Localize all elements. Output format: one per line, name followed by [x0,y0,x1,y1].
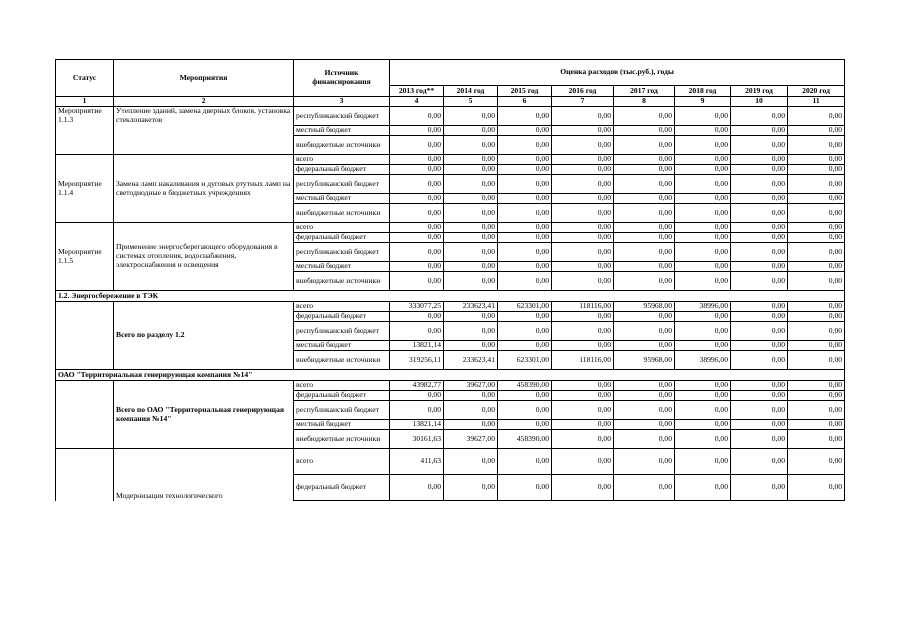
status-cell [56,381,114,449]
value-cell: 0,00 [552,420,614,430]
funding-source-cell: республиканский бюджет [294,107,390,126]
value-cell: 43982,77 [390,381,444,391]
column-number: 3 [294,97,390,107]
value-cell: 0,00 [498,107,552,126]
value-cell: 0,00 [390,233,444,243]
value-cell: 0,00 [788,165,845,175]
value-cell: 0,00 [552,475,614,501]
value-cell: 0,00 [675,107,731,126]
funding-source-cell: республиканский бюджет [294,322,390,341]
value-cell: 0,00 [614,401,675,420]
value-cell: 0,00 [444,312,498,322]
value-cell: 0,00 [614,233,675,243]
value-cell: 0,00 [731,165,788,175]
value-cell: 0,00 [498,322,552,341]
event-cell: Всего по ОАО "Территориальная генерирующая компания №14" [114,381,294,449]
value-cell: 0,00 [675,430,731,449]
value-cell: 0,00 [675,165,731,175]
header-year: 2019 год [731,86,788,97]
value-cell: 0,00 [788,341,845,351]
value-cell: 0,00 [788,194,845,204]
value-cell: 0,00 [675,194,731,204]
value-cell: 0,00 [444,233,498,243]
value-cell: 0,00 [390,322,444,341]
value-cell: 0,00 [498,155,552,165]
value-cell: 0,00 [788,449,845,475]
funding-source-cell: всего [294,223,390,233]
header-estimate: Оценка расходов (тыс.руб.), годы [390,60,845,86]
value-cell: 0,00 [614,243,675,262]
value-cell: 0,00 [675,475,731,501]
value-cell: 0,00 [390,136,444,155]
value-cell: 0,00 [614,194,675,204]
funding-source-cell: внебюджетные источники [294,351,390,370]
section-row [56,370,845,381]
value-cell: 0,00 [552,165,614,175]
value-cell: 0,00 [552,312,614,322]
value-cell: 0,00 [444,155,498,165]
value-cell: 39627,00 [444,381,498,391]
value-cell: 0,00 [444,401,498,420]
value-cell: 0,00 [731,136,788,155]
header-year: 2013 год** [390,86,444,97]
value-cell: 0,00 [788,233,845,243]
value-cell: 0,00 [788,107,845,126]
value-cell: 0,00 [788,204,845,223]
value-cell: 0,00 [444,194,498,204]
value-cell: 0,00 [731,449,788,475]
value-cell: 95968,00 [614,302,675,312]
value-cell: 0,00 [552,243,614,262]
value-cell: 0,00 [552,223,614,233]
value-cell: 0,00 [552,381,614,391]
funding-source-cell: федеральный бюджет [294,165,390,175]
value-cell: 0,00 [498,449,552,475]
funding-source-cell: всего [294,155,390,165]
value-cell: 0,00 [390,126,444,136]
value-cell: 0,00 [788,175,845,194]
header-year: 2020 год [788,86,845,97]
table-row [56,449,845,475]
value-cell: 0,00 [444,262,498,272]
value-cell: 0,00 [731,175,788,194]
funding-source-cell: внебюджетные источники [294,272,390,291]
value-cell: 38996,00 [675,302,731,312]
value-cell: 0,00 [614,136,675,155]
funding-source-cell: местный бюджет [294,194,390,204]
value-cell: 0,00 [444,165,498,175]
value-cell: 0,00 [675,420,731,430]
funding-source-cell: местный бюджет [294,126,390,136]
value-cell: 0,00 [390,391,444,401]
value-cell: 0,00 [552,401,614,420]
value-cell: 0,00 [614,475,675,501]
value-cell: 0,00 [498,341,552,351]
value-cell: 0,00 [675,322,731,341]
funding-source-cell: республиканский бюджет [294,175,390,194]
value-cell: 623301,00 [498,302,552,312]
value-cell: 0,00 [498,312,552,322]
value-cell: 0,00 [675,175,731,194]
value-cell: 458390,00 [498,381,552,391]
value-cell: 0,00 [614,262,675,272]
value-cell: 0,00 [675,312,731,322]
value-cell: 233623,41 [444,302,498,312]
value-cell: 0,00 [675,449,731,475]
value-cell: 0,00 [552,126,614,136]
column-number: 10 [731,97,788,107]
value-cell: 0,00 [731,204,788,223]
funding-source-cell: внебюджетные источники [294,136,390,155]
value-cell: 0,00 [731,272,788,291]
status-cell [56,302,114,370]
column-number: 1 [56,97,114,107]
value-cell: 13821,14 [390,420,444,430]
value-cell: 0,00 [498,136,552,155]
value-cell: 0,00 [731,233,788,243]
event-cell: Модернизация технологического [114,449,294,501]
value-cell: 0,00 [390,312,444,322]
column-number: 9 [675,97,731,107]
value-cell: 0,00 [788,322,845,341]
value-cell: 0,00 [614,272,675,291]
event-cell: Всего по разделу 1.2 [114,302,294,370]
funding-source-cell: местный бюджет [294,420,390,430]
table-row [56,302,845,312]
funding-source-cell: федеральный бюджет [294,391,390,401]
value-cell: 0,00 [731,322,788,341]
value-cell: 0,00 [390,175,444,194]
value-cell: 0,00 [731,126,788,136]
value-cell: 0,00 [498,420,552,430]
value-cell: 0,00 [552,430,614,449]
value-cell: 0,00 [788,155,845,165]
value-cell: 0,00 [675,233,731,243]
value-cell: 0,00 [444,204,498,223]
status-cell [56,449,114,501]
event-cell: Утепление зданий, замена дверных блоков, установка стеклопакетов [114,107,294,155]
value-cell: 0,00 [498,126,552,136]
document-page [55,59,844,501]
header-year: 2018 год [675,86,731,97]
value-cell: 0,00 [498,262,552,272]
section-title: ОАО "Территориальная генерирующая компания №14" [56,370,845,381]
value-cell: 0,00 [390,204,444,223]
value-cell: 0,00 [498,165,552,175]
value-cell: 0,00 [552,107,614,126]
value-cell: 0,00 [675,155,731,165]
value-cell: 0,00 [788,351,845,370]
value-cell: 0,00 [731,351,788,370]
value-cell: 0,00 [614,204,675,223]
value-cell: 118116,00 [552,302,614,312]
column-number: 6 [498,97,552,107]
value-cell: 0,00 [731,381,788,391]
value-cell: 0,00 [498,401,552,420]
value-cell: 0,00 [614,126,675,136]
value-cell: 0,00 [390,165,444,175]
value-cell: 0,00 [731,262,788,272]
section-row [56,291,845,302]
value-cell: 0,00 [552,341,614,351]
status-cell: Мероприятие 1.1.4 [56,155,114,223]
value-cell: 333077,25 [390,302,444,312]
value-cell: 0,00 [614,420,675,430]
value-cell: 0,00 [498,223,552,233]
value-cell: 0,00 [675,272,731,291]
value-cell: 0,00 [731,401,788,420]
event-cell: Замена ламп накаливания и дуговых ртутных ламп на светодиодные в бюджетных учреждениях [114,155,294,223]
value-cell: 0,00 [675,262,731,272]
value-cell: 0,00 [614,391,675,401]
value-cell: 95968,00 [614,351,675,370]
funding-source-cell: республиканский бюджет [294,401,390,420]
value-cell: 0,00 [788,475,845,501]
value-cell: 0,00 [614,223,675,233]
table-row [56,155,845,165]
value-cell: 0,00 [675,136,731,155]
value-cell: 0,00 [444,449,498,475]
value-cell: 0,00 [552,233,614,243]
value-cell: 0,00 [498,233,552,243]
value-cell: 0,00 [498,391,552,401]
value-cell: 0,00 [788,420,845,430]
value-cell: 0,00 [498,475,552,501]
value-cell: 0,00 [614,341,675,351]
value-cell: 0,00 [731,391,788,401]
value-cell: 0,00 [552,391,614,401]
table-row [56,107,845,126]
section-title: 1.2. Энергосбережение в ТЭК [56,291,845,302]
funding-source-cell: местный бюджет [294,262,390,272]
column-number: 2 [114,97,294,107]
value-cell: 0,00 [444,475,498,501]
value-cell: 0,00 [614,381,675,391]
event-cell: Применение энергосберегающего оборудования в системах отопления, водоснабжения, электроснабжения и освещения [114,223,294,291]
value-cell: 0,00 [390,243,444,262]
value-cell: 0,00 [498,175,552,194]
value-cell: 0,00 [390,272,444,291]
value-cell: 30161,63 [390,430,444,449]
value-cell: 0,00 [390,194,444,204]
header-year: 2014 год [444,86,498,97]
value-cell: 0,00 [731,194,788,204]
value-cell: 0,00 [390,223,444,233]
value-cell: 0,00 [731,420,788,430]
value-cell: 0,00 [498,204,552,223]
value-cell: 0,00 [552,322,614,341]
value-cell: 0,00 [675,341,731,351]
value-cell: 0,00 [552,204,614,223]
value-cell: 0,00 [731,341,788,351]
value-cell: 0,00 [390,107,444,126]
funding-source-cell: внебюджетные источники [294,430,390,449]
value-cell: 0,00 [444,272,498,291]
header-year: 2015 год [498,86,552,97]
funding-source-cell: всего [294,449,390,475]
value-cell: 0,00 [498,194,552,204]
header-column-numbers-row [56,97,845,107]
value-cell: 0,00 [498,272,552,291]
value-cell: 0,00 [675,391,731,401]
value-cell: 0,00 [444,126,498,136]
value-cell: 0,00 [444,223,498,233]
value-cell: 0,00 [614,312,675,322]
value-cell: 0,00 [675,381,731,391]
value-cell: 0,00 [788,381,845,391]
value-cell: 411,63 [390,449,444,475]
value-cell: 233623,41 [444,351,498,370]
value-cell: 0,00 [731,475,788,501]
value-cell: 0,00 [788,391,845,401]
value-cell: 118116,00 [552,351,614,370]
value-cell: 0,00 [614,175,675,194]
value-cell: 38996,00 [675,351,731,370]
funding-source-cell: внебюджетные источники [294,204,390,223]
value-cell: 319256,11 [390,351,444,370]
value-cell: 0,00 [552,136,614,155]
funding-source-cell: федеральный бюджет [294,312,390,322]
value-cell: 0,00 [614,155,675,165]
value-cell: 0,00 [788,126,845,136]
value-cell: 0,00 [444,175,498,194]
value-cell: 0,00 [788,312,845,322]
funding-source-cell: всего [294,381,390,391]
value-cell: 0,00 [788,272,845,291]
value-cell: 0,00 [444,391,498,401]
column-number: 5 [444,97,498,107]
value-cell: 458390,00 [498,430,552,449]
value-cell: 0,00 [444,420,498,430]
value-cell: 0,00 [552,262,614,272]
value-cell: 623301,00 [498,351,552,370]
value-cell: 0,00 [614,322,675,341]
value-cell: 0,00 [788,302,845,312]
header-year: 2017 год [614,86,675,97]
value-cell: 0,00 [675,223,731,233]
value-cell: 0,00 [390,401,444,420]
value-cell: 0,00 [788,243,845,262]
value-cell: 0,00 [614,449,675,475]
value-cell: 0,00 [788,430,845,449]
value-cell: 0,00 [498,243,552,262]
value-cell: 0,00 [675,126,731,136]
column-number: 4 [390,97,444,107]
value-cell: 0,00 [788,223,845,233]
value-cell: 0,00 [675,204,731,223]
value-cell: 0,00 [788,136,845,155]
column-number: 11 [788,97,845,107]
header-year: 2016 год [552,86,614,97]
status-cell: Мероприятие 1.1.5 [56,223,114,291]
value-cell: 0,00 [675,243,731,262]
value-cell: 0,00 [614,430,675,449]
value-cell: 0,00 [731,155,788,165]
header-source: Источник финансирования [294,60,390,97]
value-cell: 0,00 [444,341,498,351]
header-event: Мероприятия [114,60,294,97]
funding-source-cell: республиканский бюджет [294,243,390,262]
column-number: 7 [552,97,614,107]
value-cell: 0,00 [552,449,614,475]
header-row [56,60,845,86]
funding-source-cell: всего [294,302,390,312]
value-cell: 0,00 [788,401,845,420]
value-cell: 0,00 [444,243,498,262]
header-status: Статус [56,60,114,97]
value-cell: 0,00 [731,223,788,233]
expenses-table [55,59,845,501]
funding-source-cell: федеральный бюджет [294,475,390,501]
value-cell: 0,00 [731,107,788,126]
value-cell: 0,00 [390,262,444,272]
value-cell: 0,00 [444,322,498,341]
value-cell: 13821,14 [390,341,444,351]
value-cell: 0,00 [614,165,675,175]
value-cell: 0,00 [675,401,731,420]
value-cell: 0,00 [788,262,845,272]
value-cell: 0,00 [390,155,444,165]
value-cell: 0,00 [552,155,614,165]
value-cell: 0,00 [444,136,498,155]
status-cell: Мероприятие 1.1.3 [56,107,114,155]
value-cell: 0,00 [731,243,788,262]
value-cell: 0,00 [731,312,788,322]
table-row [56,223,845,233]
value-cell: 0,00 [552,272,614,291]
column-number: 8 [614,97,675,107]
value-cell: 0,00 [444,107,498,126]
value-cell: 0,00 [390,475,444,501]
funding-source-cell: федеральный бюджет [294,233,390,243]
value-cell: 0,00 [731,430,788,449]
funding-source-cell: местный бюджет [294,341,390,351]
value-cell: 0,00 [552,194,614,204]
value-cell: 39627,00 [444,430,498,449]
value-cell: 0,00 [731,302,788,312]
table-row [56,381,845,391]
value-cell: 0,00 [614,107,675,126]
value-cell: 0,00 [552,175,614,194]
